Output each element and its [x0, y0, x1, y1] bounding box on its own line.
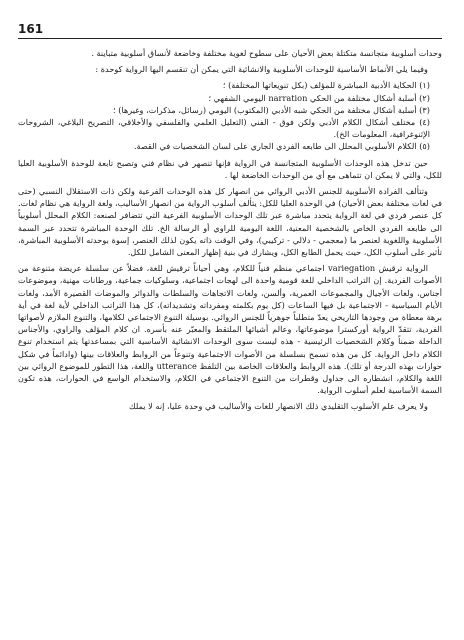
list-item: (١) الحكاية الأدبية المباشرة للمؤلف (بكل تنويعاتها المختلفة) ؛	[222, 80, 430, 91]
page-body	[18, 47, 442, 413]
paragraph: حين تدخل هذه الوحدات الأسلوبية المتجانسة في الرواية فإنها تنصهر في نظام فني وتصبح تابعة للوحدة الأسلوبية العليا للكل، والتي لا يمكن ان تتماهى مع أي من الوحدات الخاضعة لها .	[18, 157, 442, 180]
unit-types-list	[18, 79, 442, 152]
paragraph: وفيما يلي الأنماط الأساسية للوحدات الأسلوبية والانشائية التي يمكن أن تنقسم اليها الرواية كوحدة :	[95, 64, 428, 75]
list-item: (٥) الكلام الأسلوبي المحلل الى طابعه الفردي الجاري على لسان الشخصيات في القصة.	[133, 141, 430, 152]
paragraph: وتتألف الفرادة الأسلوبية للجنس الأدبي الروائي من انصهار كل هذه الوحدات الفرعية ولكن ذات الاستقلال النسبي (حتى في لغات مختلفة بعض الأحيان) في الوحدة العليا للكل: يتألف أسلوب الرواية من انصهار الأساليب، ولغة الرواية هي نظام لغات. كل عنصر فردي في لغة الرواية يتحدد مباشرة عبر تلك الوحدات الأسلوبية الفرعية التي تتضافر لصنعه: الكلام المحلل أسلوبياً الى طابعه الفردي الخاص بالشخصية المعنية، اللغة اليومية للراوي أو الرسالة الخ. تلك الوحدة المباشرة تتحدد عبر السمة الأسلوبية واللغوية لعنصر ما (معجمي - دلالي - تركيبي)، وفي الوقت ذاته يكون لذلك العنصر، إسوة بوحدته الأسلوبية المباشرة، تأثير على أسلوب الكل، حيث يحمل الطابع الكل، ويشارك في بنية إظهار المعنى الشامل للكل.	[18, 186, 442, 258]
page-number: 161	[18, 22, 44, 36]
paragraph: ولا يعرف علم الأسلوب التقليدي ذلك الانصهار للغات والأساليب في وحدة عليا، إنه لا يملك	[128, 401, 428, 412]
paragraph: وحدات أسلوبية متجانسة متكتلة بعض الأحيان على سطوح لغوية مختلفة وخاضعة لأنساق أسلوبية متباينة .	[91, 48, 442, 58]
list-item: (٢) أسلبة أشكال مختلفة من الحكي narration اليومي الشفهي ؛	[208, 92, 430, 103]
list-item: (٤) مختلف أشكال الكلام الأدبي ولكن فوق - الفني (التعليل العلمي والفلسفي والأخلاقي، التصريح البلاغي، الشروحات الإثنوغرافية، المعلومات الخ).	[18, 117, 430, 140]
list-item: (٣) أسلبة أشكال مختلفة من الحكي شبه الأدبي (المكتوب) اليومي (رسائل، مذكرات، وغيرها) ؛	[113, 104, 430, 115]
paragraph: الرواية ترقيش variegation اجتماعي منظم فنياً للكلام، وهي أحياناً ترقيش للغة، فضلاً عن سلسلة عريضة متنوعة من الأصوات الفردية. إن التراتب الداخلي للغة قومية واحدة الى لهجات اجتماعية، وسلوكيات جماعية، ورطانات مهنية، وموضوعات أجناس، ولغات الأجيال والمجموعات العمرية، وألسن، ولغات الاتجاهات والسلطات والدوائر والموضات القصيرة الأمد، ولغات الأيام السياسية - الاجتماعية بل فيها الساعات (كل يوم بكلمته ومفرداته وتشديداته)، كل هذا التراتب الداخلي لأية لغة في أية برهة معطاة من وجودها التاريخي يعدّ متطلباً جوهرياً للجنس الروائي. بوسيلة التنوع الاجتماعي لكلامها، والتنوع الملازم لأصواتها الفردية، تتقدّ الرواية أوركسترا موضوعاتها، وعالم أشيائها الملتقط والمعبّر عنه بأسره. ان كلام المؤلف والراوي، والأجناس الداخلة ضمناً وكلام الشخصيات الرئيسية - هذه ليست سوى الوحدات الانشائية الأساسية التي بمساعدتها يتم استخدام تنوع الكلام داخل الرواية. كل من هذه تسمح بسلسلة من الأصوات الاجتماعية وتنوعاً من الروابط والعلاقات بينها (وادائماً في شكل حوارات بهذه الدرجة أو تلك). هذه الروابط والعلاقات الخاصة بين التلفظ utterance واللغة، هذا التطور للموضوع الروائي بين اللغة والكلام، انشطاره الى جداول وقطرات من التنوع الاجتماعي في الكلام، والاستخدام الواسع في الحوارات، هذه تكون السمة الأساسية لعلم أسلوب الرواية.	[18, 263, 442, 396]
page-header	[18, 8, 442, 39]
